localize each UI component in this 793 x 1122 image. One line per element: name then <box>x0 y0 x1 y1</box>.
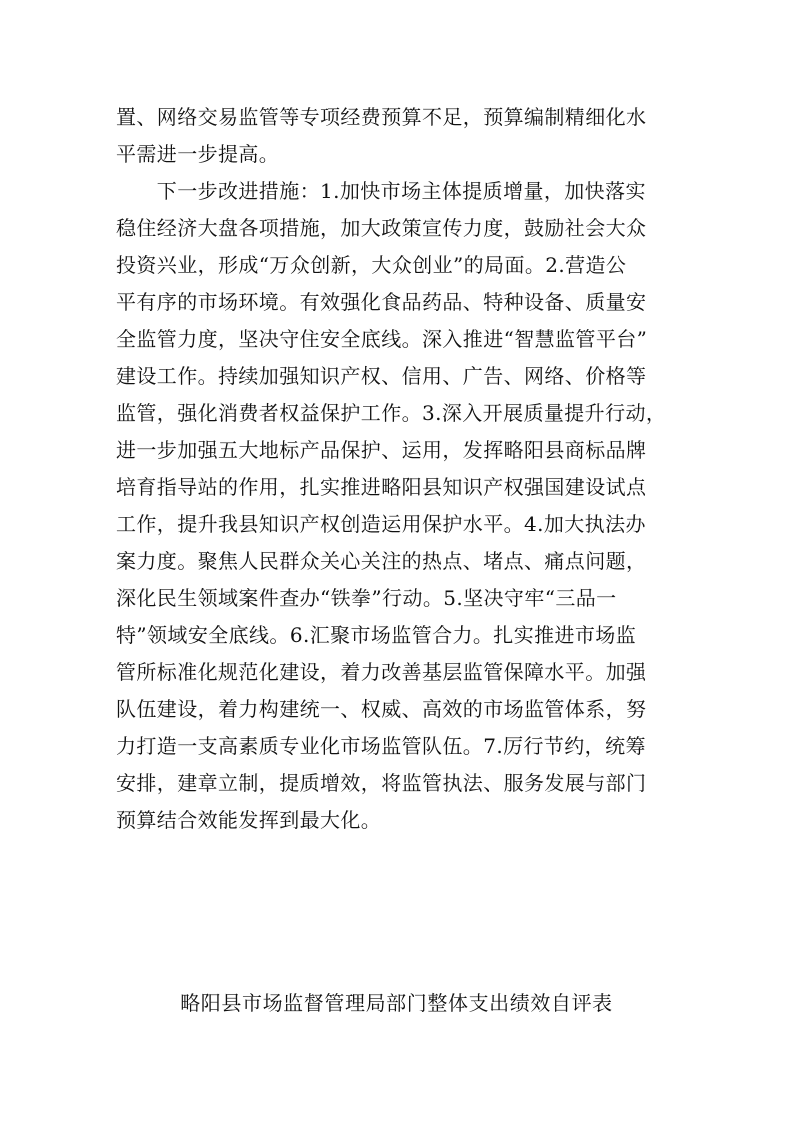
body-text-line: 下一步改进措施：1.加快市场主体提质增量，加快落实 <box>116 179 646 203</box>
body-text-line: 管所标准化规范化建设，着力改善基层监管保障水平。加强 <box>116 660 647 684</box>
body-text-line: 进一步加强五大地标产品保护、运用，发挥略阳县商标品牌 <box>116 438 647 462</box>
body-text-line: 安排，建章立制，提质增效，将监管执法、服务发展与部门 <box>116 771 647 795</box>
body-text-line: 力打造一支高素质专业化市场监管队伍。7.厉行节约，统筹 <box>116 734 646 758</box>
body-text-line: 平有序的市场环境。有效强化食品药品、特种设备、质量安 <box>116 290 647 314</box>
body-text-line: 特”领域安全底线。6.汇聚市场监管合力。扎实推进市场监 <box>116 623 637 647</box>
body-text-line: 置、网络交易监管等专项经费预算不足，预算编制精细化水 <box>116 105 647 129</box>
body-text-line: 培育指导站的作用，扎实推进略阳县知识产权强国建设试点 <box>116 475 647 499</box>
body-text-line: 平需进一步提高。 <box>116 142 280 166</box>
body-text-line: 预算结合效能发挥到最大化。 <box>116 808 382 832</box>
table-title: 略阳县市场监督管理局部门整体支出绩效自评表 <box>180 991 613 1015</box>
body-text-line: 监管，强化消费者权益保护工作。3.深入开展质量提升行动， <box>116 401 667 425</box>
body-text-line: 深化民生领域案件查办“铁拳”行动。5.坚决守牢“三品一 <box>116 586 617 610</box>
body-text-line: 稳住经济大盘各项措施，加大政策宣传力度，鼓励社会大众 <box>116 216 647 240</box>
body-text-line: 投资兴业，形成“万众创新，大众创业”的局面。2.营造公 <box>116 253 627 277</box>
body-text-line: 工作，提升我县知识产权创造运用保护水平。4.加大执法办 <box>116 512 646 536</box>
body-text-line: 全监管力度，坚决守住安全底线。深入推进“智慧监管平台” <box>116 327 648 351</box>
body-text-line: 建设工作。持续加强知识产权、信用、广告、网络、价格等 <box>116 364 647 388</box>
body-text-line: 案力度。聚焦人民群众关心关注的热点、堵点、痛点问题， <box>116 549 647 573</box>
body-text-line: 队伍建设，着力构建统一、权威、高效的市场监管体系，努 <box>116 697 647 721</box>
